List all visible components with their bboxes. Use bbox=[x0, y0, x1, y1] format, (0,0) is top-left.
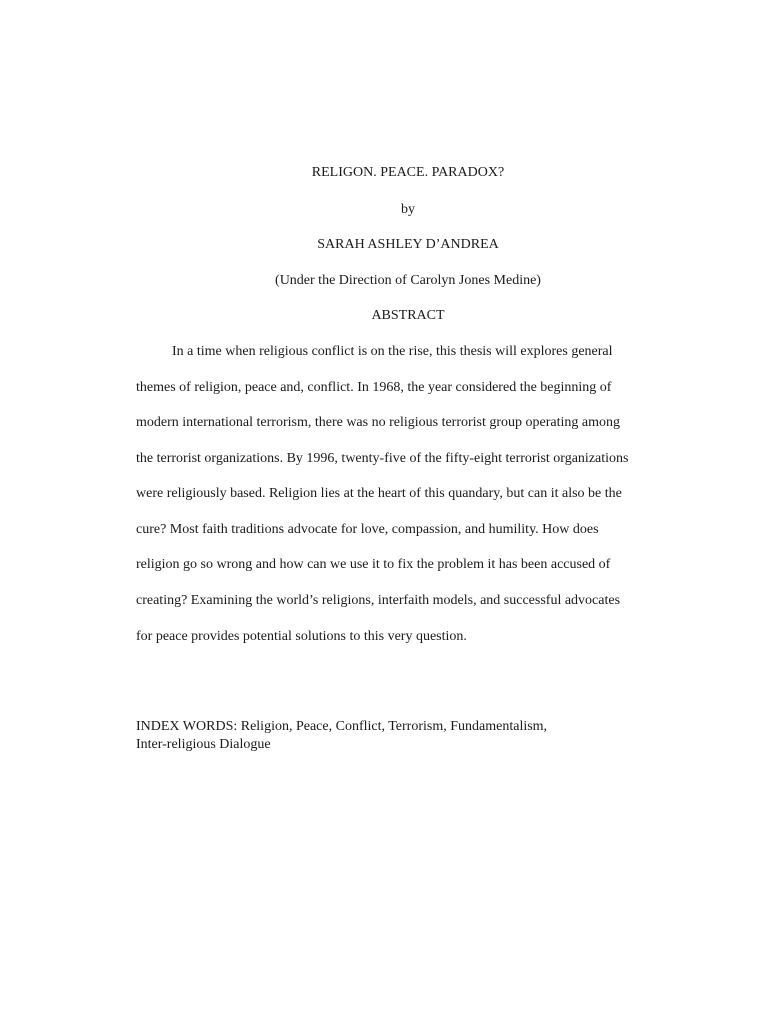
author-name: SARAH ASHLEY D’ANDREA bbox=[317, 237, 499, 252]
by-line: by bbox=[401, 202, 415, 217]
abstract-line: the terrorist organizations. By 1996, twenty-five of the fifty-eight terrorist organizations bbox=[136, 451, 629, 466]
direction-line: (Under the Direction of Carolyn Jones Medine) bbox=[275, 273, 541, 288]
thesis-title: RELIGON. PEACE. PARADOX? bbox=[311, 165, 505, 180]
index-words-line: Inter-religious Dialogue bbox=[136, 737, 271, 752]
index-words-line: INDEX WORDS: Religion, Peace, Conflict, Terrorism, Fundamentalism, bbox=[136, 719, 548, 734]
abstract-line: themes of religion, peace and, conflict. In 1968, the year considered the beginning of bbox=[136, 380, 612, 395]
abstract-heading: ABSTRACT bbox=[371, 308, 445, 323]
abstract-line: creating? Examining the world’s religions, interfaith models, and successful advocates bbox=[136, 593, 621, 608]
abstract-line: for peace provides potential solutions to this very question. bbox=[136, 629, 467, 644]
abstract-line: modern international terrorism, there was no religious terrorist group operating among bbox=[136, 415, 621, 430]
abstract-line: were religiously based. Religion lies at the heart of this quandary, but can it also be the bbox=[136, 486, 622, 501]
abstract-line: In a time when religious conflict is on the rise, this thesis will explores general bbox=[172, 344, 613, 359]
abstract-line: religion go so wrong and how can we use it to fix the problem it has been accused of bbox=[136, 557, 611, 572]
abstract-line: cure? Most faith traditions advocate for love, compassion, and humility. How does bbox=[136, 522, 599, 537]
